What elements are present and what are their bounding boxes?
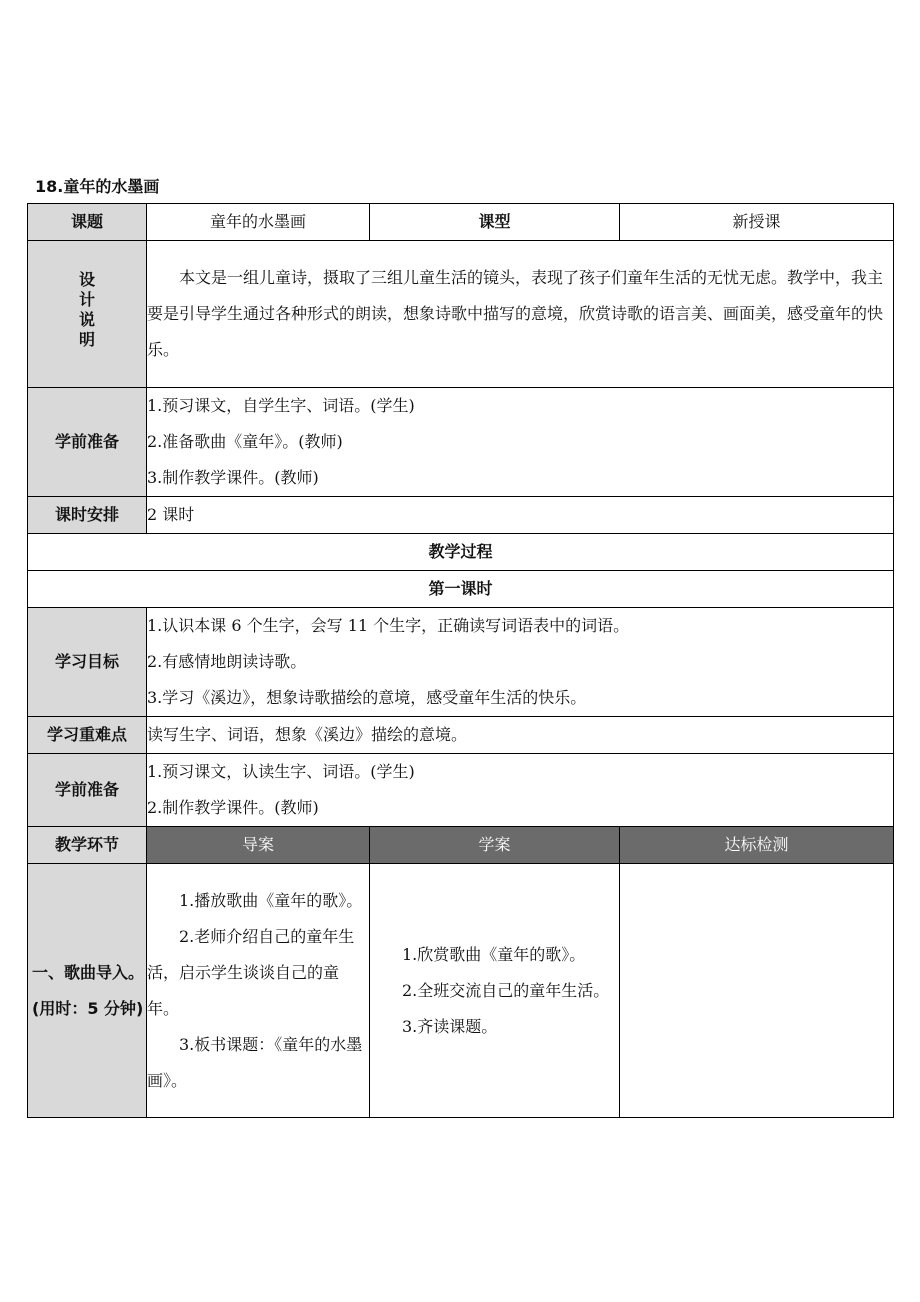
- document-title: 18.童年的水墨画: [35, 177, 160, 196]
- guide-header: 导案: [147, 827, 370, 864]
- row-hours: [28, 497, 894, 534]
- prep1-list: [147, 388, 894, 497]
- process-title: 教学过程: [28, 534, 894, 571]
- step1-check: [620, 864, 894, 1118]
- row-process-title: [28, 534, 894, 571]
- lesson1-title: 第一课时: [28, 571, 894, 608]
- row-step1: [28, 864, 894, 1118]
- row-lesson1-title: [28, 571, 894, 608]
- step1-guide: [147, 864, 370, 1118]
- study-header: 学案: [370, 827, 620, 864]
- prep1-item: 3.制作教学课件。(教师): [147, 468, 319, 487]
- hours-value: 2 课时: [147, 497, 894, 534]
- topic-value: 童年的水墨画: [147, 204, 370, 241]
- goals-label: 学习目标: [28, 608, 147, 717]
- lesson-plan-table: [27, 203, 894, 1118]
- key-points-value: 读写生字、词语，想象《溪边》描绘的意境。: [147, 717, 894, 754]
- type-label: 课型: [370, 204, 620, 241]
- topic-label: 课题: [28, 204, 147, 241]
- prep1-item: 2.准备歌曲《童年》。(教师): [147, 432, 343, 451]
- guide-item: 2.老师介绍自己的童年生活，启示学生谈谈自己的童年。: [147, 926, 355, 1018]
- prep2-list: [147, 754, 894, 827]
- design-text: 本文是一组儿童诗，摄取了三组儿童生活的镜头，表现了孩子们童年生活的无忧无虑。教学中，我主要是引导学生通过各种形式的朗读，想象诗歌中描写的意境，欣赏诗歌的语言美、画面美，感受童年的快乐。: [147, 268, 884, 359]
- design-label: 设计说明: [78, 270, 95, 349]
- check-header: 达标检测: [620, 827, 894, 864]
- goal-item: 3.学习《溪边》，想象诗歌描绘的意境，感受童年生活的快乐。: [147, 688, 587, 707]
- goal-item: 1.认识本课 6 个生字，会写 11 个生字，正确读写词语表中的词语。: [147, 616, 630, 635]
- prep2-item: 1.预习课文，认读生字、词语。(学生): [147, 762, 415, 781]
- study-item: 3.齐读课题。: [402, 1016, 498, 1036]
- type-value: 新授课: [620, 204, 894, 241]
- step1-label: 一、歌曲导入。(用时：5 分钟): [28, 864, 147, 1118]
- guide-item: 1.播放歌曲《童年的歌》。: [179, 890, 363, 910]
- prep1-item: 1.预习课文，自学生字、词语。(学生): [147, 396, 415, 415]
- prep2-item: 2.制作教学课件。(教师): [147, 798, 319, 817]
- row-topic: [28, 204, 894, 241]
- design-text-cell: [147, 241, 894, 388]
- row-prep-2: [28, 754, 894, 827]
- row-prep-1: [28, 388, 894, 497]
- section-label: 教学环节: [28, 827, 147, 864]
- row-design: [28, 241, 894, 388]
- key-points-label: 学习重难点: [28, 717, 147, 754]
- study-item: 2.全班交流自己的童年生活。: [402, 980, 610, 1000]
- design-label-cell: [28, 241, 147, 388]
- prep1-label: 学前准备: [28, 388, 147, 497]
- prep2-label: 学前准备: [28, 754, 147, 827]
- row-section-header: [28, 827, 894, 864]
- hours-label: 课时安排: [28, 497, 147, 534]
- row-goals: [28, 608, 894, 717]
- row-key-points: [28, 717, 894, 754]
- guide-item: 3.板书课题：《童年的水墨画》。: [147, 1034, 363, 1090]
- goal-item: 2.有感情地朗读诗歌。: [147, 652, 307, 671]
- goals-list: [147, 608, 894, 717]
- step1-study: [370, 864, 620, 1118]
- study-item: 1.欣赏歌曲《童年的歌》。: [402, 944, 586, 964]
